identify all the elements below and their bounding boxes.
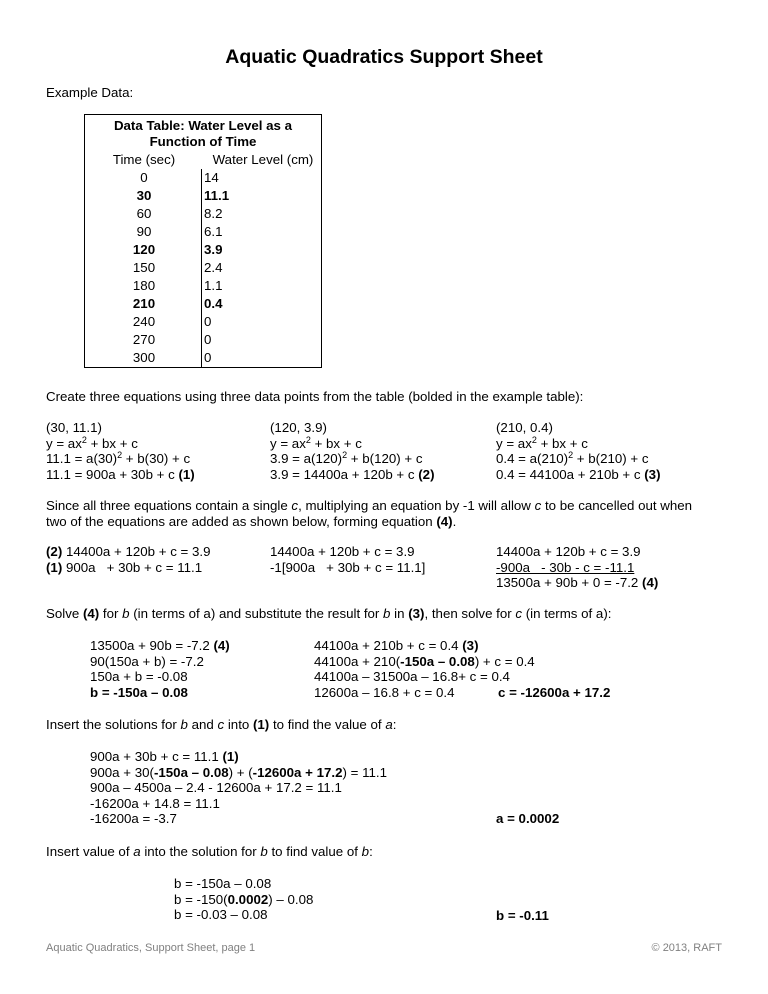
point: (30, 11.1): [46, 420, 102, 435]
general-equation: $y = ax^2$ + bx + c: [496, 434, 588, 451]
final-equation: 0.4 = 44100a + 210b + c (3): [496, 466, 661, 482]
solve-b-steps: 13500a + 90b = -7.2 (4) 90(150a + b) = -7.2 150a + b = -0.08 b = -150a – 0.08: [90, 638, 230, 700]
water-level-cell: 14: [204, 170, 219, 185]
solve-instructions: Solve (4) for b (in terms of a) and substitute the result for b in (3), then solve for c (in terms of a):: [46, 606, 612, 621]
final-equation: 11.1 = 900a + 30b + c (1): [46, 466, 195, 482]
water-level-cell: 3.9: [204, 242, 223, 257]
table-caption: [85, 118, 321, 149]
water-level-cell: 0.4: [204, 296, 223, 311]
time-cell: 0: [140, 170, 148, 185]
final-equation: 3.9 = 14400a + 120b + c (2): [270, 466, 435, 482]
table-row: [85, 260, 321, 276]
substituted-equation: $3.9 = a(120)^2 + b(120) + c$: [270, 450, 423, 466]
table-row: [85, 242, 321, 258]
c-result: c = -12600a + 17.2: [498, 684, 611, 700]
table-row: [85, 170, 321, 186]
addition-step-2: 14400a + 120b + c = 3.9 -1[900a + 30b + c = 11.1]: [270, 544, 426, 575]
table-row: [85, 224, 321, 240]
water-level-cell: 6.1: [204, 224, 223, 239]
point: (210, 0.4): [496, 420, 553, 435]
table-row: [85, 206, 321, 222]
table-row: [85, 350, 321, 366]
table-row: [85, 296, 321, 312]
data-table: [84, 114, 322, 368]
footer-left: Aquatic Quadratics, Support Sheet, page 1: [46, 942, 256, 954]
caption-line: Function of Time: [149, 133, 257, 149]
water-level-cell: 11.1: [204, 188, 230, 203]
solve-c-steps: 44100a + 210b + c = 0.4 (3) 44100a + 210(-150a – 0.08) + c = 0.4 44100a – 31500a – 16.8+ c = 0.4 12600a – 16.8 + c = 0.4: [314, 638, 535, 700]
insert-instructions-2: Insert value of a into the solution for b to find value of b:: [46, 844, 373, 859]
table-row: [85, 314, 321, 330]
table-row: [85, 332, 321, 348]
table-row: [85, 188, 321, 204]
equation-set-1: [46, 420, 195, 482]
substituted-equation: $11.1 = a(30)^2 + b(30) + c$: [46, 450, 191, 466]
addition-step-3: 14400a + 120b + c = 3.9 -900a - 30b - c = -11.1 13500a + 90b + 0 = -7.2 (4): [496, 544, 659, 590]
example-label: Example Data:: [46, 85, 134, 100]
col-header-time: Time (sec): [112, 152, 176, 167]
water-level-cell: 1.1: [204, 278, 223, 293]
time-cell: 300: [132, 350, 156, 365]
since-paragraph: Since all three equations contain a single c, multiplying an equation by -1 will allow c to be cancelled out when two of the equations are added as shown below, forming equation (4).: [46, 498, 693, 529]
time-cell: 120: [132, 242, 156, 257]
equation-set-2: [270, 420, 435, 482]
general-equation: $y = ax^2$ + bx + c: [46, 434, 138, 451]
col-header-water-level: Water Level (cm): [212, 152, 314, 167]
table-row: [85, 278, 321, 294]
footer-right: © 2013, RAFT: [651, 942, 722, 954]
water-level-cell: 8.2: [204, 206, 223, 221]
time-cell: 270: [132, 332, 156, 347]
addition-step-1: (2) 14400a + 120b + c = 3.9 (1) 900a + 30b + c = 11.1: [46, 544, 211, 575]
caption-line: Data Table: Water Level as a: [113, 118, 293, 133]
water-level-cell: 0: [204, 314, 212, 329]
point: (120, 3.9): [270, 420, 327, 435]
time-cell: 240: [132, 314, 156, 329]
time-cell: 60: [136, 206, 152, 221]
create-instructions: Create three equations using three data points from the table (bolded in the example table):: [46, 389, 584, 404]
general-equation: $y = ax^2$ + bx + c: [270, 434, 362, 451]
time-cell: 90: [136, 224, 152, 239]
time-cell: 210: [132, 296, 156, 311]
water-level-cell: 0: [204, 332, 212, 347]
solve-b-value-steps: b = -150a – 0.08 b = -150(0.0002) – 0.08 b = -0.03 – 0.08: [174, 876, 314, 922]
substituted-equation: $0.4 = a(210)^2 + b(210) + c$: [496, 450, 649, 466]
b-result: b = -0.11: [496, 908, 549, 923]
a-result: a = 0.0002: [496, 811, 560, 826]
water-level-cell: 2.4: [204, 260, 223, 275]
page-title: Aquatic Quadratics Support Sheet: [225, 46, 543, 68]
insert-instructions-1: Insert the solutions for b and c into (1) to find the value of a:: [46, 717, 397, 732]
time-cell: 150: [132, 260, 156, 275]
time-cell: 180: [132, 278, 156, 293]
equation-set-3: [496, 420, 661, 482]
solve-a-steps: 900a + 30b + c = 11.1 (1) 900a + 30(-150a – 0.08) + (-12600a + 17.2) = 11.1 900a – 4500a – 2.4 - 12600a + 17.2 = 11.1 -16200a + 14.8 = 11.1 -16200a = -3.7: [90, 749, 387, 826]
water-level-cell: 0: [204, 350, 212, 365]
time-cell: 30: [136, 188, 152, 203]
